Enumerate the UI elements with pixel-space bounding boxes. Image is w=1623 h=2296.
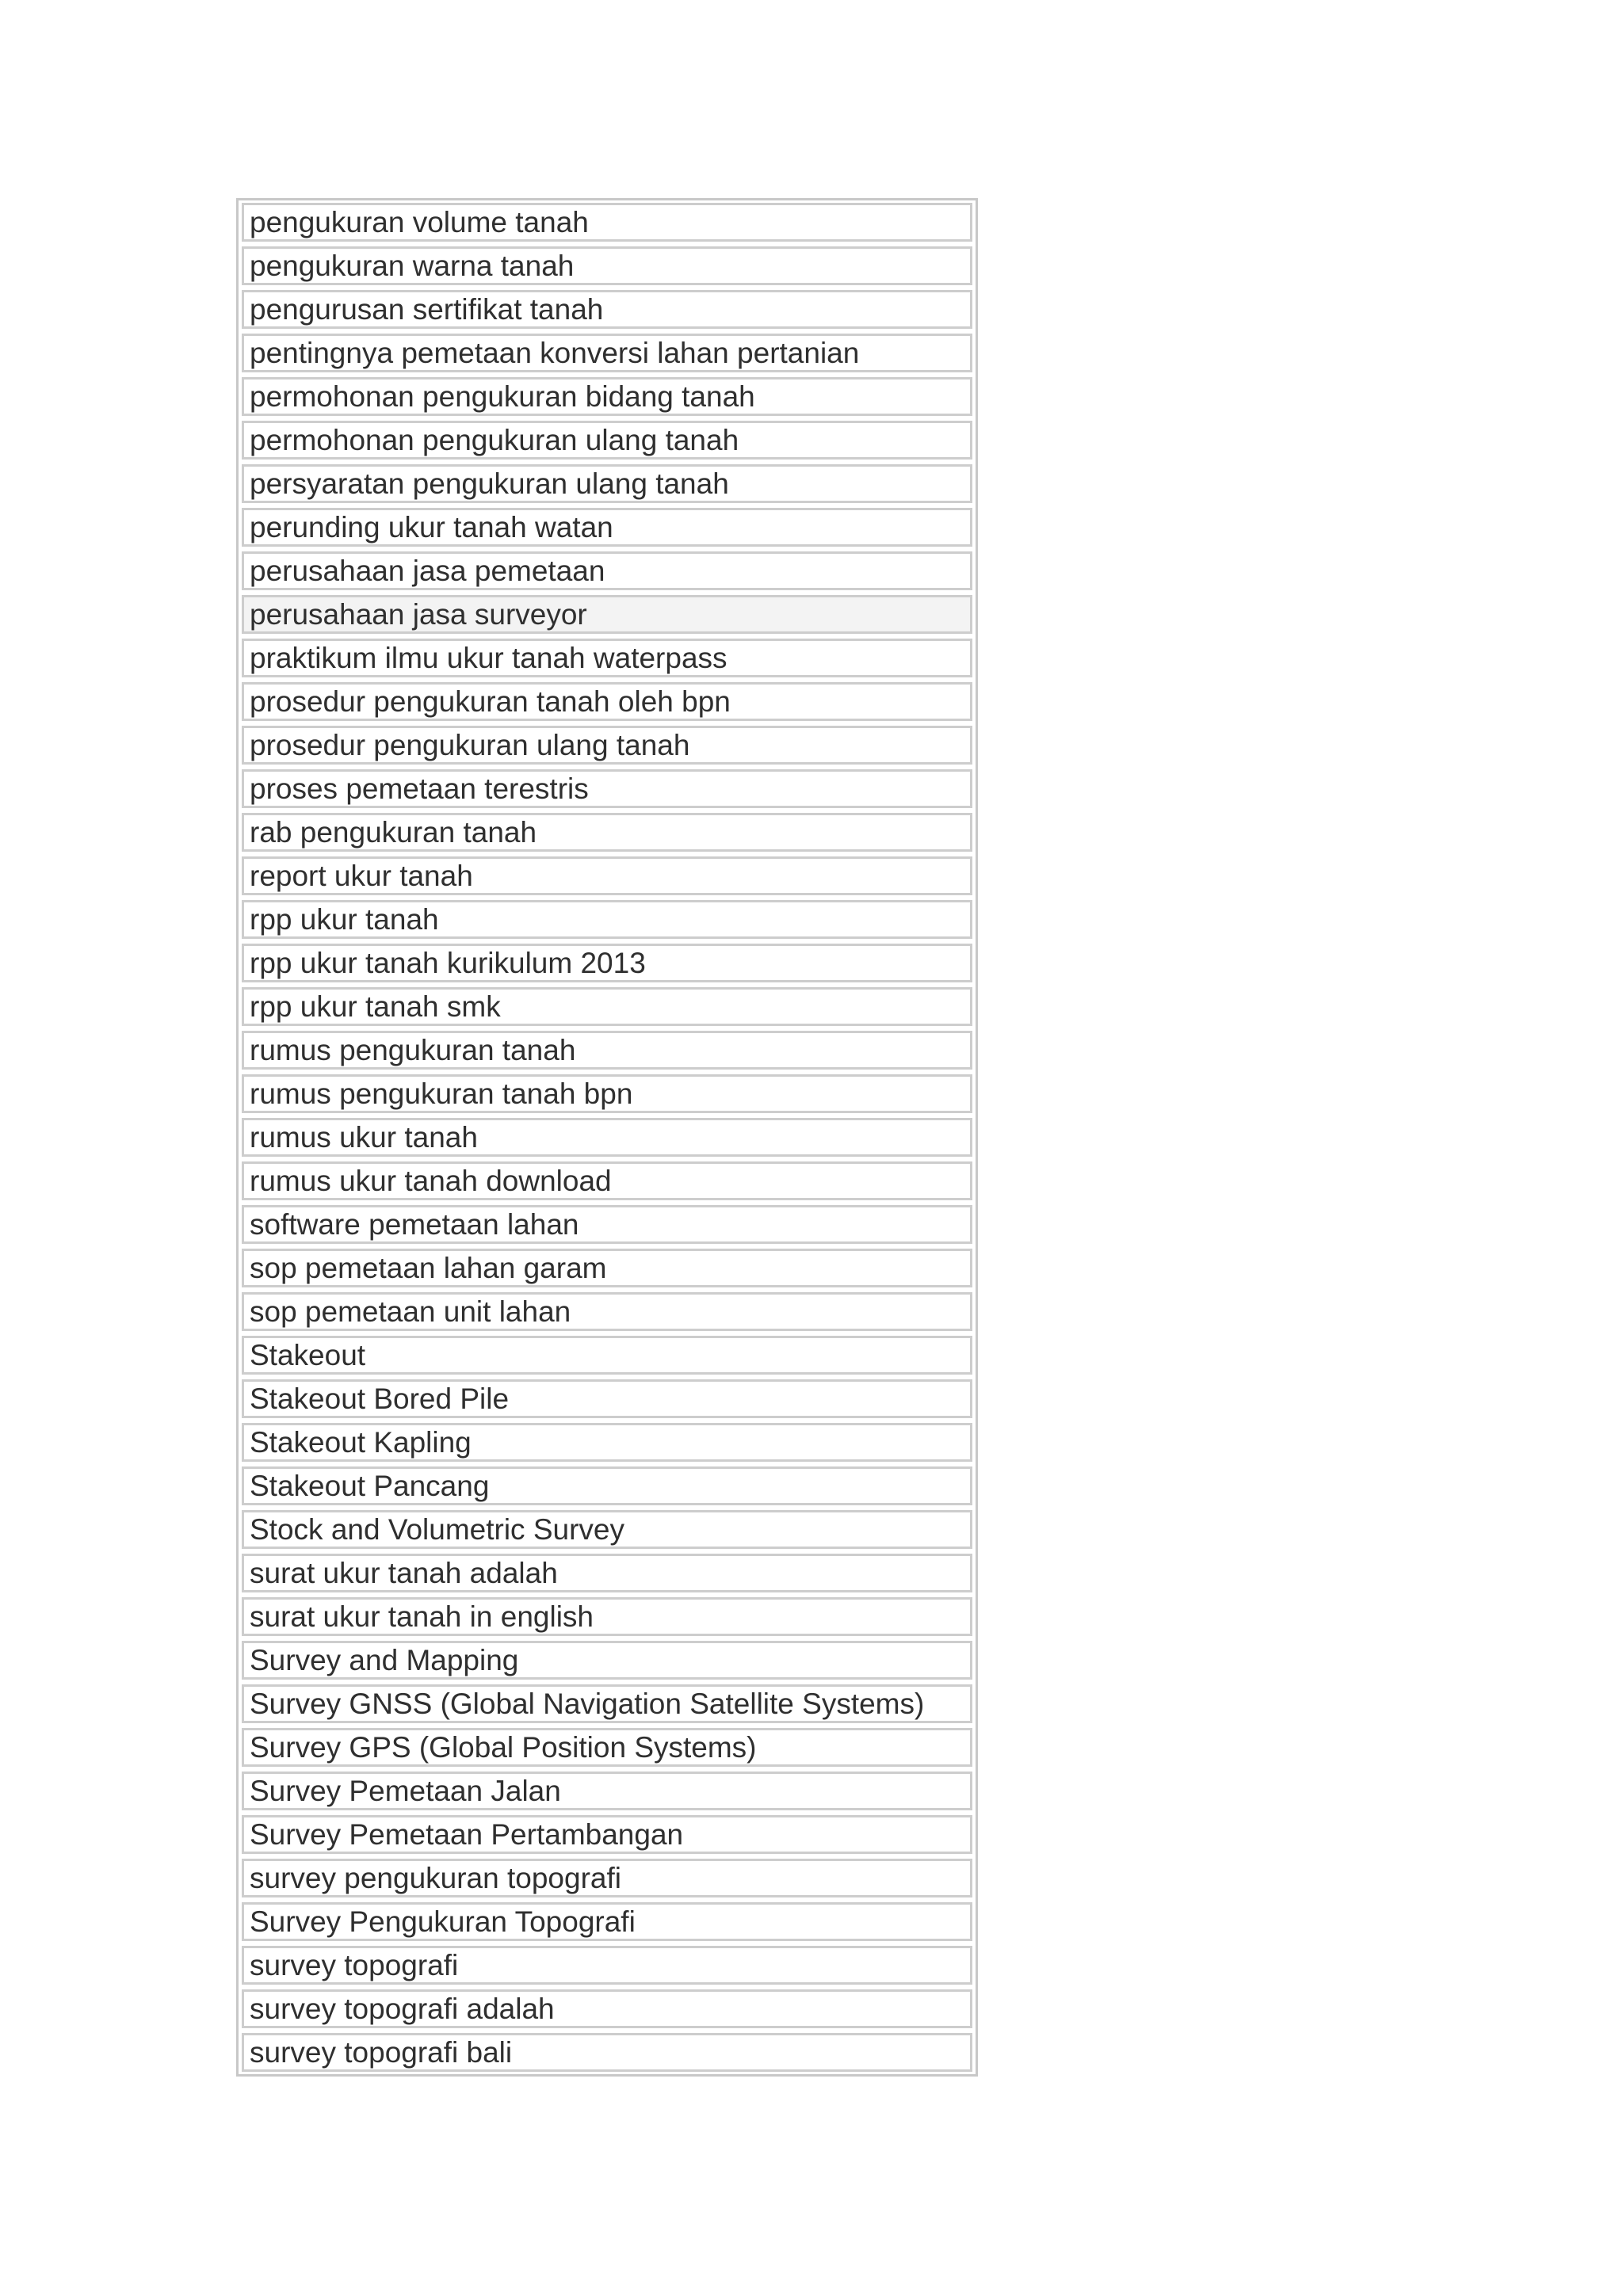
keyword-link[interactable]: Stakeout Kapling bbox=[242, 1423, 972, 1462]
keyword-link[interactable]: praktikum ilmu ukur tanah waterpass bbox=[242, 639, 972, 677]
keyword-link[interactable]: permohonan pengukuran ulang tanah bbox=[242, 421, 972, 460]
keyword-link[interactable]: prosedur pengukuran ulang tanah bbox=[242, 726, 972, 765]
keyword-link[interactable]: Stakeout bbox=[242, 1336, 972, 1375]
keyword-link[interactable]: rpp ukur tanah smk bbox=[242, 987, 972, 1026]
keyword-link[interactable]: Stakeout Pancang bbox=[242, 1466, 972, 1505]
keyword-link[interactable]: perunding ukur tanah watan bbox=[242, 508, 972, 547]
keyword-link[interactable]: pengukuran volume tanah bbox=[242, 203, 972, 242]
keyword-link[interactable]: perusahaan jasa surveyor bbox=[242, 595, 972, 634]
keyword-link[interactable]: rpp ukur tanah bbox=[242, 900, 972, 939]
keyword-link[interactable]: rpp ukur tanah kurikulum 2013 bbox=[242, 944, 972, 982]
keyword-link[interactable]: sop pemetaan lahan garam bbox=[242, 1249, 972, 1287]
keyword-link[interactable]: survey topografi adalah bbox=[242, 1989, 972, 2028]
keyword-link[interactable]: pengukuran warna tanah bbox=[242, 246, 972, 285]
keyword-link[interactable]: perusahaan jasa pemetaan bbox=[242, 551, 972, 590]
keyword-link[interactable]: surat ukur tanah adalah bbox=[242, 1554, 972, 1592]
keyword-link[interactable]: Survey Pengukuran Topografi bbox=[242, 1902, 972, 1941]
keyword-link[interactable]: Survey Pemetaan Jalan bbox=[242, 1772, 972, 1810]
keyword-link[interactable]: sop pemetaan unit lahan bbox=[242, 1292, 972, 1331]
keyword-link[interactable]: rumus pengukuran tanah bpn bbox=[242, 1074, 972, 1113]
keyword-link[interactable]: proses pemetaan terestris bbox=[242, 769, 972, 808]
keyword-link[interactable]: permohonan pengukuran bidang tanah bbox=[242, 377, 972, 416]
keyword-link[interactable]: rumus pengukuran tanah bbox=[242, 1031, 972, 1070]
keyword-link[interactable]: survey topografi bali bbox=[242, 2033, 972, 2072]
keyword-link[interactable]: Survey GPS (Global Position Systems) bbox=[242, 1728, 972, 1767]
keyword-link[interactable]: survey pengukuran topografi bbox=[242, 1859, 972, 1897]
keyword-link[interactable]: pentingnya pemetaan konversi lahan pertanian bbox=[242, 334, 972, 372]
keyword-link[interactable]: survey topografi bbox=[242, 1946, 972, 1985]
keyword-link[interactable]: report ukur tanah bbox=[242, 856, 972, 895]
keyword-link[interactable]: surat ukur tanah in english bbox=[242, 1597, 972, 1636]
keyword-link[interactable]: Survey GNSS (Global Navigation Satellite Systems) bbox=[242, 1684, 972, 1723]
keyword-table bbox=[236, 198, 978, 2077]
keyword-link[interactable]: Survey Pemetaan Pertambangan bbox=[242, 1815, 972, 1854]
keyword-link[interactable]: pengurusan sertifikat tanah bbox=[242, 290, 972, 329]
keyword-link[interactable]: persyaratan pengukuran ulang tanah bbox=[242, 464, 972, 503]
keyword-link[interactable]: Stakeout Bored Pile bbox=[242, 1379, 972, 1418]
keyword-link[interactable]: software pemetaan lahan bbox=[242, 1205, 972, 1244]
keyword-link[interactable]: Survey and Mapping bbox=[242, 1641, 972, 1680]
keyword-link[interactable]: rumus ukur tanah bbox=[242, 1118, 972, 1157]
keyword-link[interactable]: Stock and Volumetric Survey bbox=[242, 1510, 972, 1549]
keyword-link[interactable]: rab pengukuran tanah bbox=[242, 813, 972, 852]
keyword-link[interactable]: rumus ukur tanah download bbox=[242, 1161, 972, 1200]
keyword-link[interactable]: prosedur pengukuran tanah oleh bpn bbox=[242, 682, 972, 721]
